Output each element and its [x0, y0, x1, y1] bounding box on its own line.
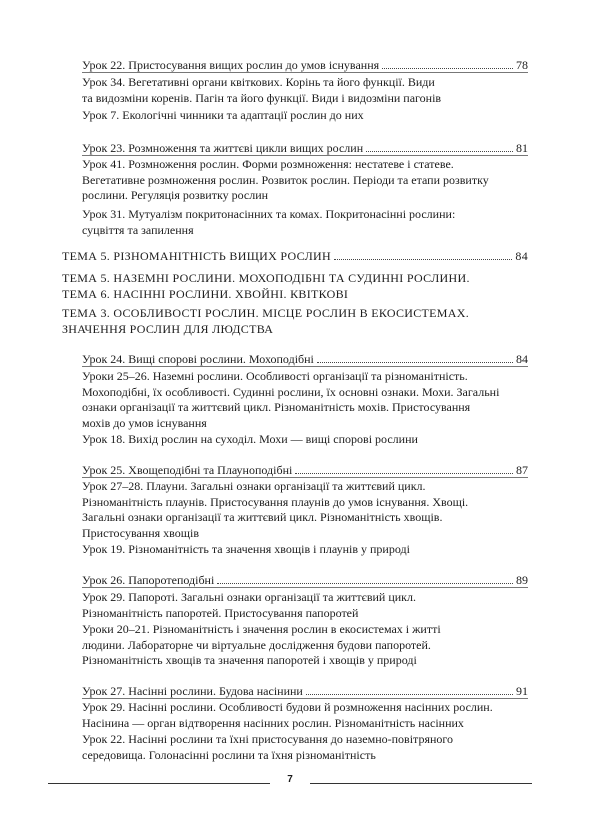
text-line: суцвіття та запилення — [82, 222, 194, 237]
page-number: 7 — [287, 774, 293, 785]
related-lesson — [82, 479, 528, 541]
related-lesson — [82, 369, 528, 431]
heading-rule — [82, 366, 528, 367]
text-line: Урок 41. Розмноження рослин. Форми розмноження: нестатеве і статеве. — [82, 157, 454, 171]
lesson-title: Урок 26. Папоротеподібні — [82, 573, 215, 587]
page-ref: 84 — [515, 249, 528, 263]
dot-leader — [317, 352, 513, 363]
page-ref: 87 — [516, 463, 528, 477]
text-line: мохів до умов існування — [82, 415, 207, 430]
dot-leader — [382, 58, 513, 69]
heading-rule — [82, 698, 528, 699]
text-line: ознаки організації та життєвий цикл. Різноманітність мохів. Пристосування — [82, 400, 471, 414]
toc-lesson-heading — [82, 141, 528, 156]
related-lesson — [82, 622, 528, 669]
heading-rule — [82, 477, 528, 478]
dot-leader — [217, 573, 513, 584]
heading-rule — [82, 155, 528, 156]
related-lesson — [82, 75, 528, 106]
text-line: Урок 27–28. Плауни. Загальні ознаки організації та життєвий цикл. — [82, 479, 426, 493]
text-line: Різноманітність хвощів та значення папоротей і хвощів у природі — [82, 653, 417, 667]
text-line: людини. Лабораторне чи віртуальне дослідження будови папоротей. — [82, 637, 431, 652]
text-line: Різноманітність папоротей. Пристосування папоротей — [82, 605, 359, 620]
text-line: Мохоподібні, їх особливості. Судинні рослини, їх основні ознаки. Мохи. Загальні — [82, 384, 500, 399]
toc-lesson-heading — [82, 58, 528, 73]
toc-lesson-heading — [82, 463, 528, 478]
text-line: Урок 7. Екологічні чинники та адаптації рослин до них — [82, 108, 364, 122]
text-line: Уроки 20–21. Різноманітність і значення рослин в екосистемах і житті — [82, 622, 441, 636]
toc-theme-heading — [62, 249, 528, 264]
text-line: Урок 34. Вегетативні органи квіткових. Корінь та його функції. Види — [82, 75, 435, 89]
theme-line: ЗНАЧЕННЯ РОСЛИН ДЛЯ ЛЮДСТВА — [62, 322, 274, 336]
lesson-title: Урок 27. Насінні рослини. Будова насінини — [82, 684, 303, 698]
dot-leader — [306, 684, 513, 695]
toc-lesson-heading — [82, 573, 528, 588]
related-lesson — [82, 590, 528, 621]
text-line: Загальні ознаки організації та життєвий цикл. Різноманітність хвощів. — [82, 510, 443, 524]
related-lesson — [82, 732, 528, 763]
page-ref: 91 — [516, 684, 528, 698]
related-lesson — [82, 207, 528, 238]
text-line: Урок 18. Вихід рослин на суходіл. Мохи — вищі спорові рослини — [82, 432, 418, 446]
related-lesson — [82, 157, 528, 204]
text-line: Урок 22. Насінні рослини та їхні пристосування до наземно-повітряного — [82, 732, 454, 746]
text-line: Насінина — орган відтворення насінних рослин. Різноманітність насінних — [82, 715, 464, 730]
text-line: Уроки 25–26. Наземні рослини. Особливості організації та різноманітність. — [82, 369, 468, 383]
related-lesson — [82, 432, 528, 448]
related-lesson — [82, 700, 528, 731]
dot-leader — [366, 141, 513, 152]
page-ref: 84 — [516, 352, 528, 366]
footer-rule-left — [48, 783, 270, 784]
lesson-title: Урок 23. Розмноження та життєві цикли вищих рослин — [82, 141, 364, 155]
page-ref: 81 — [516, 141, 528, 155]
text-line: та видозміни коренів. Пагін та його функції. Види і видозміни пагонів — [82, 90, 442, 105]
theme-line: ТЕМА 5. НАЗЕМНІ РОСЛИНИ. МОХОПОДІБНІ ТА СУДИННІ РОСЛИНИ. — [62, 271, 470, 285]
lesson-title: Урок 25. Хвощеподібні та Плауноподібні — [82, 463, 293, 477]
theme-title: ТЕМА 5. РІЗНОМАНІТНІСТЬ ВИЩИХ РОСЛИН — [62, 249, 331, 263]
page-ref: 89 — [516, 573, 528, 587]
lesson-title: Урок 24. Вищі спорові рослини. Мохоподібні — [82, 352, 314, 366]
text-line: рослини. Регуляція розвитку рослин — [82, 188, 269, 202]
dot-leader — [295, 463, 513, 474]
heading-rule — [82, 72, 528, 73]
text-line: Урок 31. Мутуалізм покритонасінних та комах. Покритонасінні рослини: — [82, 207, 456, 221]
related-lesson — [82, 108, 528, 124]
text-line: Урок 19. Різноманітність та значення хвощів і плаунів у природі — [82, 542, 410, 556]
toc-lesson-heading — [82, 352, 528, 367]
page-ref: 78 — [516, 58, 528, 72]
footer-rule-right — [310, 783, 532, 784]
lesson-title: Урок 22. Пристосування вищих рослин до умов існування — [82, 58, 380, 72]
theme-line: ТЕМА 3. ОСОБЛИВОСТІ РОСЛИН. МІСЦЕ РОСЛИН В ЕКОСИСТЕМАХ. — [62, 306, 469, 320]
theme-line: ТЕМА 6. НАСІННІ РОСЛИНИ. ХВОЙНІ. КВІТКОВІ — [62, 287, 349, 301]
text-line: Пристосування хвощів — [82, 525, 199, 540]
text-line: Урок 29. Папороті. Загальні ознаки організації та життєвий цикл. — [82, 590, 416, 604]
text-line: середовища. Голонасінні рослини та їхня різноманітність — [82, 747, 376, 762]
text-line: Вегетативне розмноження рослин. Розвиток рослин. Періоди та етапи розвитку — [82, 172, 489, 187]
text-line: Урок 29. Насінні рослини. Особливості будови й розмноження насінних рослин. — [82, 700, 493, 714]
text-line: Різноманітність плаунів. Пристосування плаунів до умов існування. Хвощі. — [82, 494, 469, 509]
dot-leader — [334, 249, 512, 260]
heading-rule — [82, 587, 528, 588]
related-lesson — [82, 542, 528, 558]
toc-lesson-heading — [82, 684, 528, 699]
